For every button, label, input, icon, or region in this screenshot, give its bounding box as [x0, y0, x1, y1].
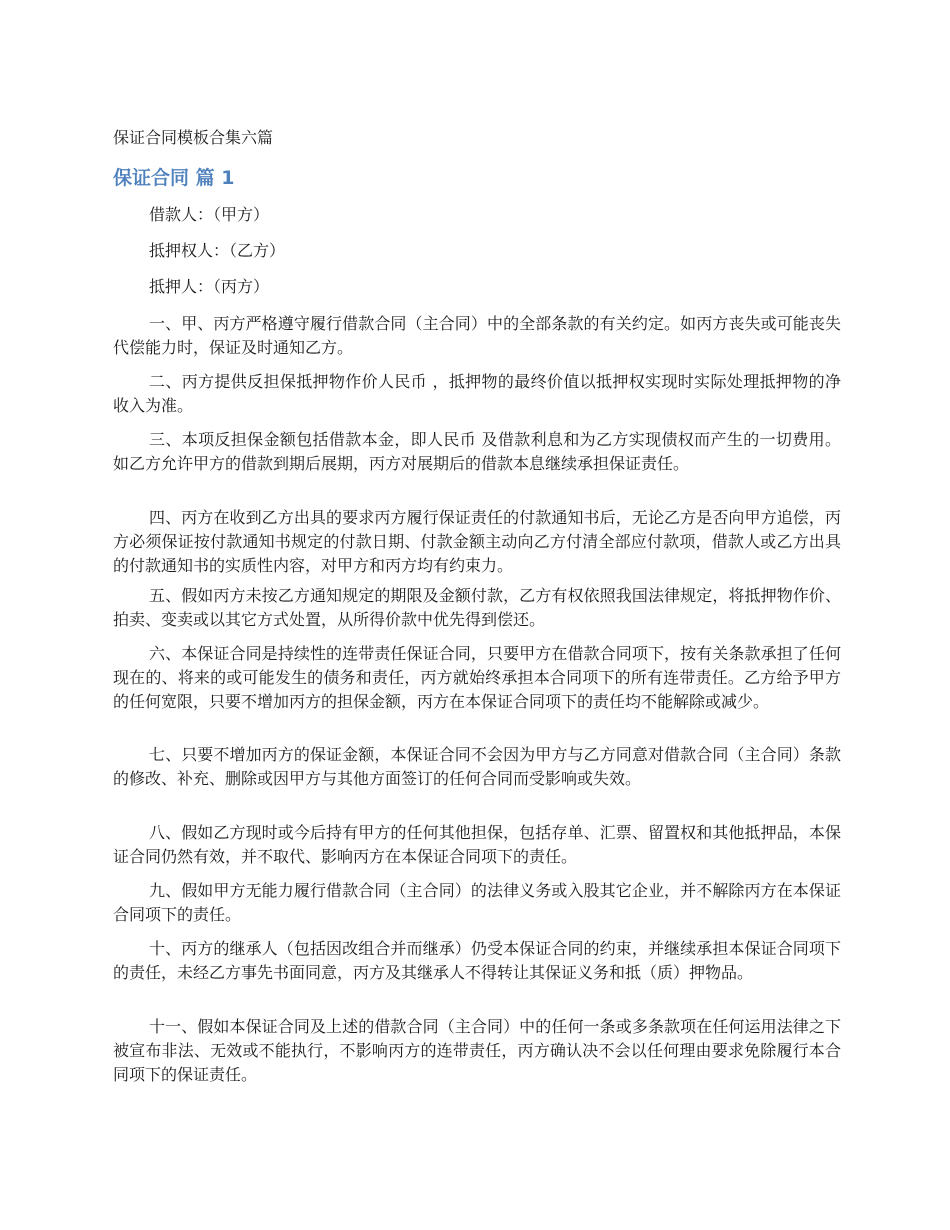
clause-1: 一、甲、丙方严格遵守履行借款合同（主合同）中的全部条款的有关约定。如丙方丧失或可能丧失代偿能力时，保证及时通知乙方。: [113, 314, 841, 357]
section-heading: 保证合同 篇 1: [113, 167, 235, 189]
party-borrower: 借款人：（甲方）: [149, 205, 270, 224]
clause-4: 四、丙方在收到乙方出具的要求丙方履行保证责任的付款通知书后，无论乙方是否向甲方追偿，丙方必须保证按付款通知书规定的付款日期、付款金额主动向乙方付清全部应付款项，借款人或乙方出具的付款通知书的实质性内容，对甲方和丙方均有约束力。: [113, 508, 841, 575]
clause-6: 六、本保证合同是持续性的连带责任保证合同，只要甲方在借款合同项下，按有关条款承担了任何现在的、将来的或可能发生的债务和责任，丙方就始终承担本合同项下的所有连带责任。乙方给予甲方的任何宽限，只要不增加丙方的担保金额，丙方在本保证合同项下的责任均不能解除或减少。: [113, 644, 841, 711]
clause-8: 八、假如乙方现时或今后持有甲方的任何其他担保，包括存单、汇票、留置权和其他抵押品，本保证合同仍然有效，并不取代、影响丙方在本保证合同项下的责任。: [113, 823, 841, 866]
clause-2: 二、丙方提供反担保抵押物作价人民币 ，抵押物的最终价值以抵押权实现时实际处理抵押物的净收入为准。: [113, 372, 841, 415]
clause-3: 三、本项反担保金额包括借款本金，即人民币 及借款利息和为乙方实现债权而产生的一切费用。如乙方允许甲方的借款到期后展期，丙方对展期后的借款本息继续承担保证责任。: [113, 430, 841, 473]
clause-9: 九、假如甲方无能力履行借款合同（主合同）的法律义务或入股其它企业，并不解除丙方在本保证合同项下的责任。: [113, 881, 841, 924]
document-title: 保证合同模板合集六篇: [113, 128, 274, 147]
party-mortgagor: 抵押人：（丙方）: [149, 277, 270, 296]
clause-11: 十一、假如本保证合同及上述的借款合同（主合同）中的任何一条或多条款项在任何运用法律之下被宣布非法、无效或不能执行，不影响丙方的连带责任，丙方确认决不会以任何理由要求免除履行本合同项下的保证责任。: [113, 1017, 841, 1084]
clause-10: 十、丙方的继承人（包括因改组合并而继承）仍受本保证合同的约束，并继续承担本保证合同项下的责任，未经乙方事先书面同意，丙方及其继承人不得转让其保证义务和抵（质）押物品。: [113, 939, 841, 982]
clause-5: 五、假如丙方未按乙方通知规定的期限及金额付款，乙方有权依照我国法律规定，将抵押物作价、拍卖、变卖或以其它方式处置，从所得价款中优先得到偿还。: [113, 586, 841, 629]
clause-7: 七、只要不增加丙方的保证金额，本保证合同不会因为甲方与乙方同意对借款合同（主合同）条款的修改、补充、删除或因甲方与其他方面签订的任何合同而受影响或失效。: [113, 745, 841, 788]
party-mortgagee: 抵押权人：（乙方）: [149, 241, 286, 260]
